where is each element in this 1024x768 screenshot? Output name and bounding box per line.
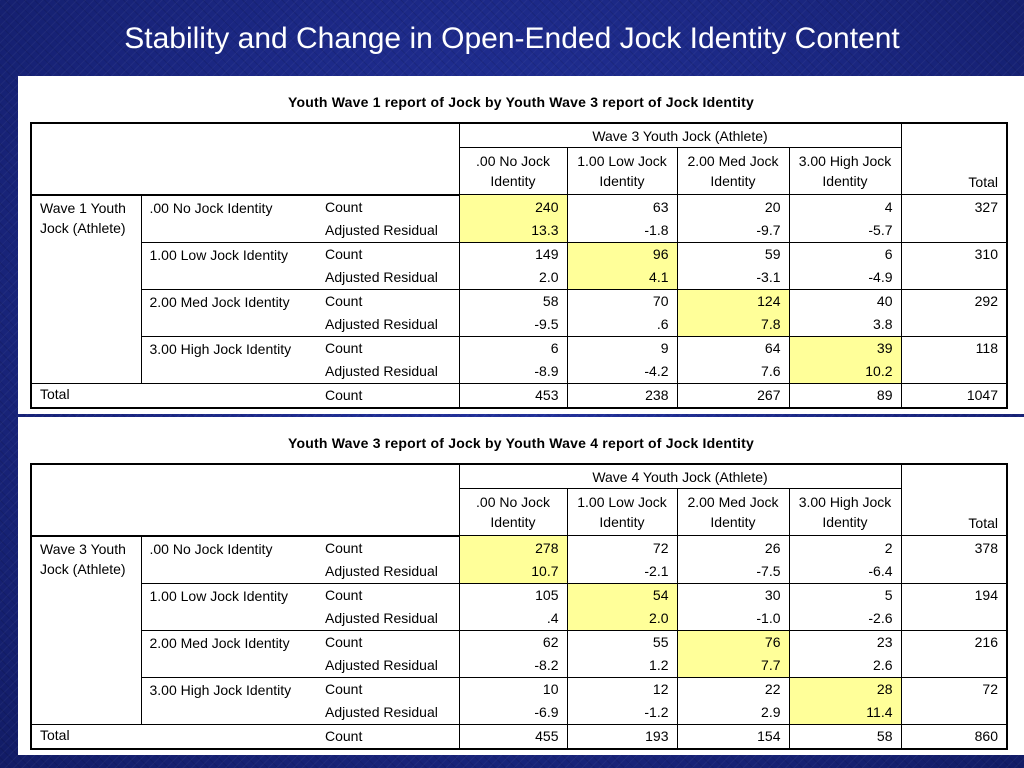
crosstab-table xyxy=(30,122,1008,409)
adjusted-residual-cell: -1.2 xyxy=(567,701,677,725)
adjusted-residual-cell: -1.8 xyxy=(567,219,677,243)
statistic-label: Adjusted Residual xyxy=(317,360,459,384)
count-cell: 5 xyxy=(789,583,901,607)
row-total-empty-cell xyxy=(901,701,1007,725)
grand-total-cell: 860 xyxy=(901,724,1007,749)
row-total-empty-cell xyxy=(901,313,1007,337)
adjusted-residual-cell: -9.5 xyxy=(459,313,567,337)
column-variable-header: Wave 4 Youth Jock (Athlete) xyxy=(459,464,901,489)
row-total-cell: 327 xyxy=(901,195,1007,219)
count-cell: 20 xyxy=(677,195,789,219)
column-category-header: 3.00 High Jock Identity xyxy=(789,148,901,195)
table-title: Youth Wave 3 report of Jock by Youth Wave 4 report of Jock Identity xyxy=(288,435,754,451)
count-cell: 28 xyxy=(789,677,901,701)
column-category-header: 2.00 Med Jock Identity xyxy=(677,489,789,536)
adjusted-residual-cell: 2.0 xyxy=(567,607,677,631)
row-total-empty-cell xyxy=(901,607,1007,631)
adjusted-residual-cell: 7.8 xyxy=(677,313,789,337)
count-cell: 64 xyxy=(677,336,789,360)
adjusted-residual-cell: -5.7 xyxy=(789,219,901,243)
count-cell: 124 xyxy=(677,289,789,313)
count-cell: 62 xyxy=(459,630,567,654)
statistic-label: Count xyxy=(317,583,459,607)
adjusted-residual-cell: 3.8 xyxy=(789,313,901,337)
total-row-label: Total xyxy=(31,383,317,408)
count-cell: 30 xyxy=(677,583,789,607)
adjusted-residual-cell: 10.2 xyxy=(789,360,901,384)
total-column-header: Total xyxy=(901,464,1007,536)
row-category-label: 1.00 Low Jock Identity xyxy=(141,583,317,630)
header-corner xyxy=(31,464,459,536)
adjusted-residual-cell: -7.5 xyxy=(677,560,789,584)
column-variable-header: Wave 3 Youth Jock (Athlete) xyxy=(459,123,901,148)
row-category-label: .00 No Jock Identity xyxy=(141,536,317,584)
adjusted-residual-cell: 7.6 xyxy=(677,360,789,384)
statistic-label: Adjusted Residual xyxy=(317,701,459,725)
row-total-empty-cell xyxy=(901,560,1007,584)
row-category-label: 2.00 Med Jock Identity xyxy=(141,289,317,336)
statistic-label: Count xyxy=(317,195,459,219)
adjusted-residual-cell: 1.2 xyxy=(567,654,677,678)
row-total-empty-cell xyxy=(901,654,1007,678)
row-total-cell: 378 xyxy=(901,536,1007,560)
total-column-header: Total xyxy=(901,123,1007,195)
count-cell: 76 xyxy=(677,630,789,654)
statistic-label: Adjusted Residual xyxy=(317,313,459,337)
adjusted-residual-cell: 2.0 xyxy=(459,266,567,290)
statistic-label: Count xyxy=(317,289,459,313)
column-category-header: 1.00 Low Jock Identity xyxy=(567,148,677,195)
count-cell: 26 xyxy=(677,536,789,560)
row-total-empty-cell xyxy=(901,266,1007,290)
statistic-label: Count xyxy=(317,724,459,749)
statistic-label: Count xyxy=(317,630,459,654)
column-total-cell: 89 xyxy=(789,383,901,408)
count-cell: 55 xyxy=(567,630,677,654)
adjusted-residual-cell: 7.7 xyxy=(677,654,789,678)
row-variable-label: Wave 3 Youth Jock (Athlete) xyxy=(31,536,141,725)
adjusted-residual-cell: .4 xyxy=(459,607,567,631)
grand-total-cell: 1047 xyxy=(901,383,1007,408)
statistic-label: Count xyxy=(317,242,459,266)
table-title: Youth Wave 1 report of Jock by Youth Wave 3 report of Jock Identity xyxy=(288,94,754,110)
column-category-header: 3.00 High Jock Identity xyxy=(789,489,901,536)
count-cell: 72 xyxy=(567,536,677,560)
count-cell: 23 xyxy=(789,630,901,654)
row-total-cell: 72 xyxy=(901,677,1007,701)
adjusted-residual-cell: -8.2 xyxy=(459,654,567,678)
row-total-cell: 310 xyxy=(901,242,1007,266)
adjusted-residual-cell: -3.1 xyxy=(677,266,789,290)
count-cell: 63 xyxy=(567,195,677,219)
count-cell: 9 xyxy=(567,336,677,360)
table-row xyxy=(31,677,1007,701)
column-total-cell: 193 xyxy=(567,724,677,749)
row-total-cell: 292 xyxy=(901,289,1007,313)
statistic-label: Adjusted Residual xyxy=(317,560,459,584)
count-cell: 40 xyxy=(789,289,901,313)
adjusted-residual-cell: -4.9 xyxy=(789,266,901,290)
slide-title: Stability and Change in Open-Ended Jock Identity Content xyxy=(124,22,900,55)
count-cell: 2 xyxy=(789,536,901,560)
column-total-cell: 455 xyxy=(459,724,567,749)
column-category-header: .00 No Jock Identity xyxy=(459,489,567,536)
row-total-empty-cell xyxy=(901,219,1007,243)
column-category-header: 1.00 Low Jock Identity xyxy=(567,489,677,536)
table-row xyxy=(31,336,1007,360)
count-cell: 96 xyxy=(567,242,677,266)
column-total-cell: 58 xyxy=(789,724,901,749)
header-row xyxy=(31,464,1007,489)
count-cell: 70 xyxy=(567,289,677,313)
count-cell: 10 xyxy=(459,677,567,701)
statistic-label: Count xyxy=(317,677,459,701)
adjusted-residual-cell: -6.4 xyxy=(789,560,901,584)
table-row xyxy=(31,583,1007,607)
adjusted-residual-cell: 13.3 xyxy=(459,219,567,243)
count-cell: 4 xyxy=(789,195,901,219)
crosstab-panel-wave1-wave3 xyxy=(18,76,1024,414)
count-cell: 39 xyxy=(789,336,901,360)
header-corner xyxy=(31,123,459,195)
count-cell: 54 xyxy=(567,583,677,607)
row-total-cell: 216 xyxy=(901,630,1007,654)
count-cell: 149 xyxy=(459,242,567,266)
row-category-label: 1.00 Low Jock Identity xyxy=(141,242,317,289)
statistic-label: Adjusted Residual xyxy=(317,607,459,631)
header-row xyxy=(31,123,1007,148)
row-category-label: 3.00 High Jock Identity xyxy=(141,336,317,383)
table-row xyxy=(31,536,1007,560)
row-total-cell: 118 xyxy=(901,336,1007,360)
row-category-label: 2.00 Med Jock Identity xyxy=(141,630,317,677)
count-cell: 58 xyxy=(459,289,567,313)
table-row xyxy=(31,242,1007,266)
row-category-label: 3.00 High Jock Identity xyxy=(141,677,317,724)
statistic-label: Adjusted Residual xyxy=(317,219,459,243)
adjusted-residual-cell: 4.1 xyxy=(567,266,677,290)
adjusted-residual-cell: .6 xyxy=(567,313,677,337)
row-category-label: .00 No Jock Identity xyxy=(141,195,317,243)
statistic-label: Adjusted Residual xyxy=(317,266,459,290)
count-cell: 278 xyxy=(459,536,567,560)
adjusted-residual-cell: -8.9 xyxy=(459,360,567,384)
row-variable-label: Wave 1 Youth Jock (Athlete) xyxy=(31,195,141,384)
adjusted-residual-cell: -1.0 xyxy=(677,607,789,631)
count-cell: 22 xyxy=(677,677,789,701)
crosstab-table xyxy=(30,463,1008,750)
count-cell: 240 xyxy=(459,195,567,219)
column-total-cell: 267 xyxy=(677,383,789,408)
statistic-label: Count xyxy=(317,336,459,360)
adjusted-residual-cell: 2.9 xyxy=(677,701,789,725)
column-category-header: 2.00 Med Jock Identity xyxy=(677,148,789,195)
count-cell: 6 xyxy=(789,242,901,266)
column-total-cell: 238 xyxy=(567,383,677,408)
adjusted-residual-cell: -2.1 xyxy=(567,560,677,584)
adjusted-residual-cell: -9.7 xyxy=(677,219,789,243)
count-cell: 59 xyxy=(677,242,789,266)
count-cell: 6 xyxy=(459,336,567,360)
column-total-cell: 453 xyxy=(459,383,567,408)
row-total-cell: 194 xyxy=(901,583,1007,607)
total-row xyxy=(31,724,1007,749)
statistic-label: Adjusted Residual xyxy=(317,654,459,678)
adjusted-residual-cell: -2.6 xyxy=(789,607,901,631)
crosstab-panel-wave3-wave4 xyxy=(18,417,1024,755)
table-row xyxy=(31,195,1007,219)
statistic-label: Count xyxy=(317,536,459,560)
total-row-label: Total xyxy=(31,724,317,749)
column-total-cell: 154 xyxy=(677,724,789,749)
column-category-header: .00 No Jock Identity xyxy=(459,148,567,195)
table-row xyxy=(31,630,1007,654)
adjusted-residual-cell: -4.2 xyxy=(567,360,677,384)
row-total-empty-cell xyxy=(901,360,1007,384)
count-cell: 105 xyxy=(459,583,567,607)
adjusted-residual-cell: -6.9 xyxy=(459,701,567,725)
adjusted-residual-cell: 10.7 xyxy=(459,560,567,584)
count-cell: 12 xyxy=(567,677,677,701)
adjusted-residual-cell: 11.4 xyxy=(789,701,901,725)
total-row xyxy=(31,383,1007,408)
table-row xyxy=(31,289,1007,313)
adjusted-residual-cell: 2.6 xyxy=(789,654,901,678)
statistic-label: Count xyxy=(317,383,459,408)
